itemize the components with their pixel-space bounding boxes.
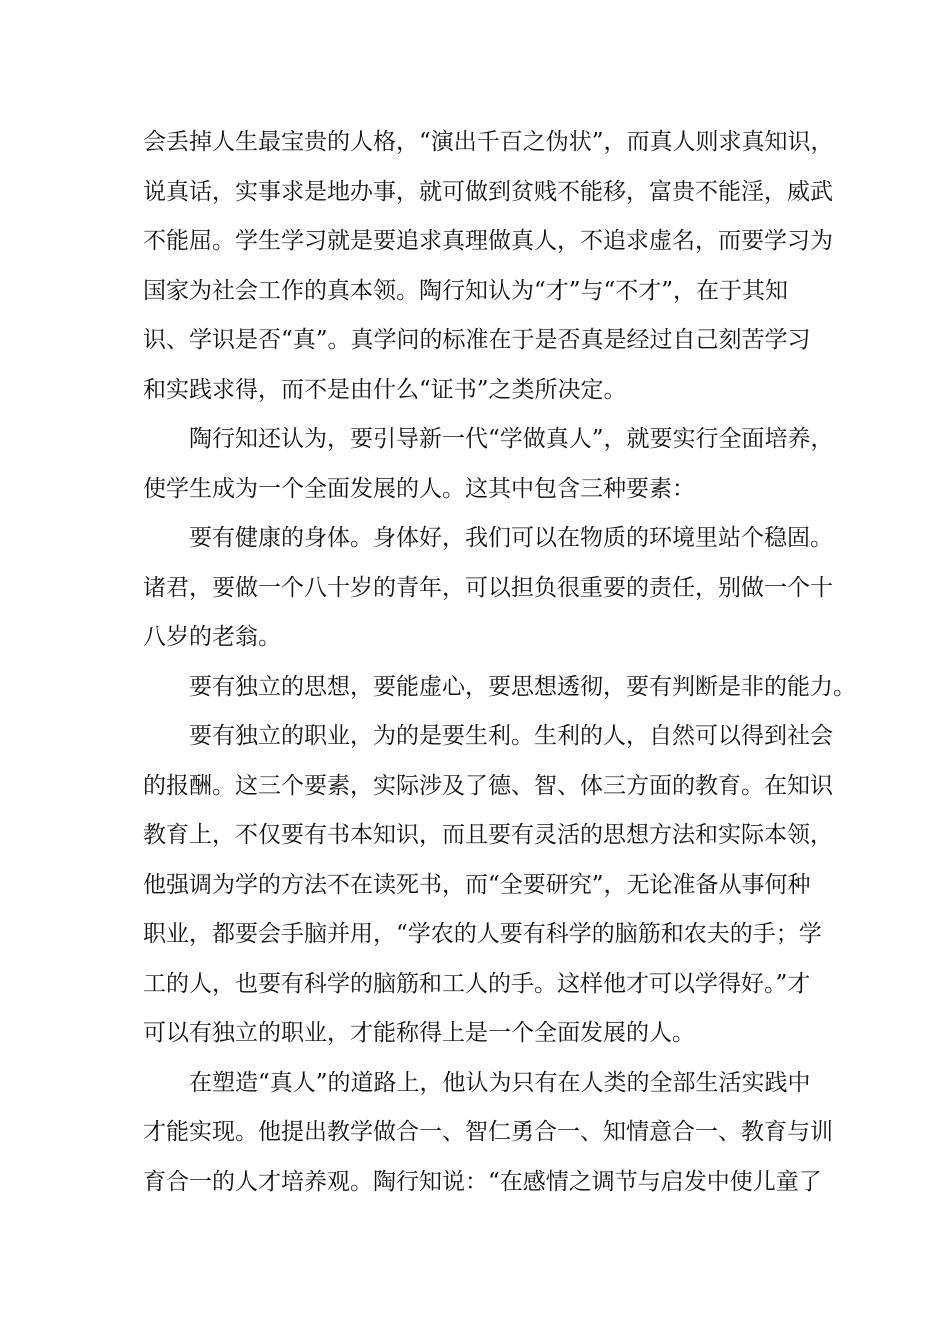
text-line: 国家为社会工作的真本领。陶行知认为“才”与“不才”，在于其知 bbox=[143, 277, 789, 304]
text-line: 育合一的人才培养观。陶行知说：“在感情之调节与启发中使儿童了 bbox=[143, 1168, 822, 1195]
text-line: 工的人，也要有科学的脑筋和工人的手。这样他才可以学得好。”才 bbox=[143, 970, 811, 997]
text-line: 的报酬。这三个要素，实际涉及了德、智、体三方面的教育。在知识 bbox=[143, 772, 833, 799]
text-line: 教育上，不仅要有书本知识，而且要有灵活的思想方法和实际本领， bbox=[143, 822, 833, 848]
text-line: 要有独立的思想，要能虚心，要思想透彻，要有判断是非的能力。 bbox=[189, 673, 856, 700]
text-line: 八岁的老翁。 bbox=[143, 624, 281, 650]
text-line: 诸君，要做一个八十岁的青年，可以担负很重要的责任，别做一个十 bbox=[143, 574, 833, 601]
text-line: 说真话，实事求是地办事，就可做到贫贱不能移，富贵不能淫，威武 bbox=[143, 178, 833, 205]
text-line: 才能实现。他提出教学做合一、智仁勇合一、知情意合一、教育与训 bbox=[143, 1119, 833, 1145]
text-line: 职业，都要会手脑并用，“学农的人要有科学的脑筋和农夫的手；学 bbox=[143, 921, 822, 947]
text-line: 可以有独立的职业，才能称得上是一个全面发展的人。 bbox=[143, 1020, 695, 1046]
text-line: 和实践求得，而不是由什么“证书”之类所决定。 bbox=[143, 376, 627, 403]
text-line: 要有健康的身体。身体好，我们可以在物质的环境里站个稳固。 bbox=[189, 525, 833, 551]
text-line: 要有独立的职业，为的是要生利。生利的人，自然可以得到社会 bbox=[189, 723, 833, 749]
body-text bbox=[143, 118, 856, 1207]
text-line: 陶行知还认为，要引导新一代“学做真人”，就要实行全面培养， bbox=[189, 426, 834, 452]
text-line: 在塑造“真人”的道路上，他认为只有在人类的全部生活实践中 bbox=[189, 1069, 811, 1096]
text-line: 会丢掉人生最宝贵的人格，“演出千百之伪状”，而真人则求真知识， bbox=[143, 129, 834, 155]
text-line: 识、学识是否“真”。真学问的标准在于是否真是经过自己刻苦学习 bbox=[143, 327, 811, 353]
text-line: 他强调为学的方法不在读死书，而“全要研究”，无论准备从事何种 bbox=[143, 871, 811, 898]
text-line: 使学生成为一个全面发展的人。这其中包含三种要素： bbox=[143, 475, 695, 502]
text-line: 不能屈。学生学习就是要追求真理做真人，不追求虚名，而要学习为 bbox=[143, 228, 833, 254]
